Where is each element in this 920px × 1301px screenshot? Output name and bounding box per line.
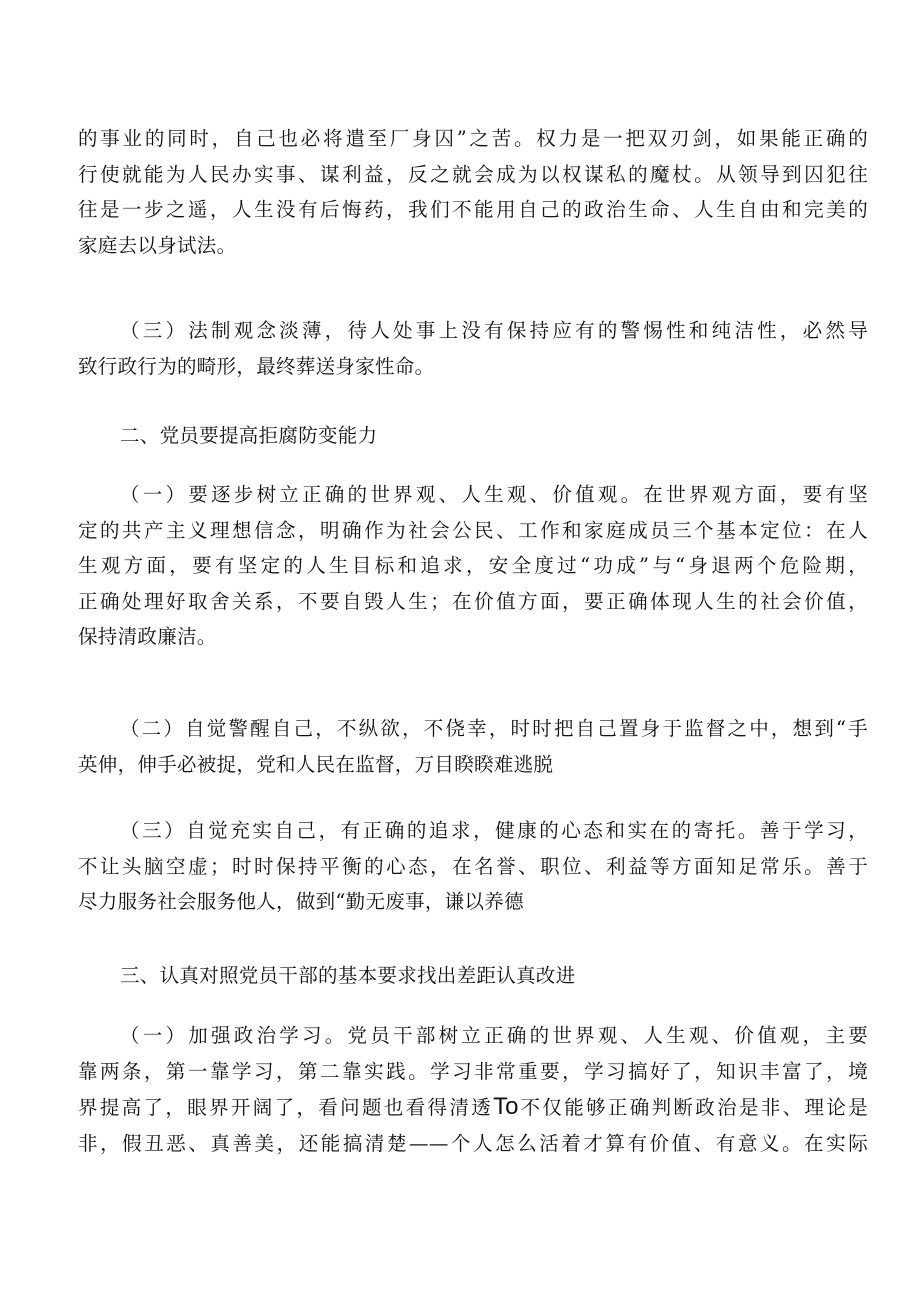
text-line: （二）自觉警醒自己，不纵欲，不侥幸，时时把自己置身于监督之中，想到“手 bbox=[120, 717, 868, 740]
text-line: 往是一步之遥，人生没有后悔药，我们不能用自己的政治生命、人生自由和完美的 bbox=[78, 198, 868, 222]
text-segment: 界提高了，眼界开阔了，看问题也看得清透 bbox=[78, 1096, 494, 1120]
paragraph-2 bbox=[78, 313, 868, 384]
text-segment: 不仅能够正确判断政治是非、理论是 bbox=[518, 1096, 868, 1120]
paragraph-3 bbox=[78, 477, 868, 655]
text-line: 正确处理好取舍关系，不要自毁人生；在价值方面，要正确体现人生的社会价值， bbox=[78, 589, 868, 613]
text-line: 致行政行为的畸形，最终葬送身家性命。 bbox=[78, 354, 435, 378]
text-line: （一）加强政治学习。党员干部树立正确的世界观、人生观、价值观，主要 bbox=[120, 1024, 868, 1047]
text-line: （三）自觉充实自己，有正确的追求，健康的心态和实在的寄托。善于学习， bbox=[120, 819, 868, 842]
text-line: 定的共产主义理想信念，明确作为社会公民、工作和家庭成员三个基本定位：在人 bbox=[78, 518, 868, 542]
text-line: 英伸，伸手必被捉，党和人民在监督，万目睽睽难逃脱 bbox=[78, 752, 554, 776]
paragraph-6 bbox=[78, 1018, 868, 1161]
section-heading-2: 二、党员要提高拒腐防变能力 bbox=[120, 424, 378, 447]
text-line: 保持清政廉洁。 bbox=[78, 625, 217, 649]
latin-fragment: To bbox=[493, 1093, 519, 1121]
text-line: 生观方面，要有坚定的人生目标和追求，安全度过“功成”与“身退两个危险期， bbox=[78, 554, 868, 578]
text-line: 靠两条，第一靠学习，第二靠实践。学习非常重要，学习搞好了，知识丰富了，境 bbox=[78, 1059, 868, 1083]
section-heading-3: 三、认真对照党员干部的基本要求找出差距认真改进 bbox=[120, 964, 576, 987]
paragraph-4 bbox=[78, 711, 868, 782]
text-line: 行使就能为人民办实事、谋利益，反之就会成为以权谋私的魔杖。从领导到囚犯往 bbox=[78, 162, 868, 186]
paragraph-5 bbox=[78, 813, 868, 920]
text-line: 的事业的同时，自己也必将遣至厂身囚”之苦。权力是一把双刃剑，如果能正确的 bbox=[78, 127, 868, 150]
text-line: 不让头脑空虚；时时保持平衡的心态，在名誉、职位、利益等方面知足常乐。善于 bbox=[78, 854, 868, 878]
paragraph-1 bbox=[78, 121, 868, 263]
text-line-mixed bbox=[78, 1089, 868, 1126]
text-line: 非，假丑恶、真善美，还能搞清楚——个人怎么活着才算有价值、有意义。在实际 bbox=[78, 1131, 868, 1155]
text-line: （三）法制观念淡薄，待人处事上没有保持应有的警惕性和纯洁性，必然导 bbox=[120, 319, 868, 342]
text-line: （一）要逐步树立正确的世界观、人生观、价值观。在世界观方面，要有坚 bbox=[120, 483, 868, 506]
text-line: 尽力服务社会服务他人，做到“勤无废事，谦以养德 bbox=[78, 890, 524, 914]
text-line: 家庭去以身试法。 bbox=[78, 233, 237, 257]
